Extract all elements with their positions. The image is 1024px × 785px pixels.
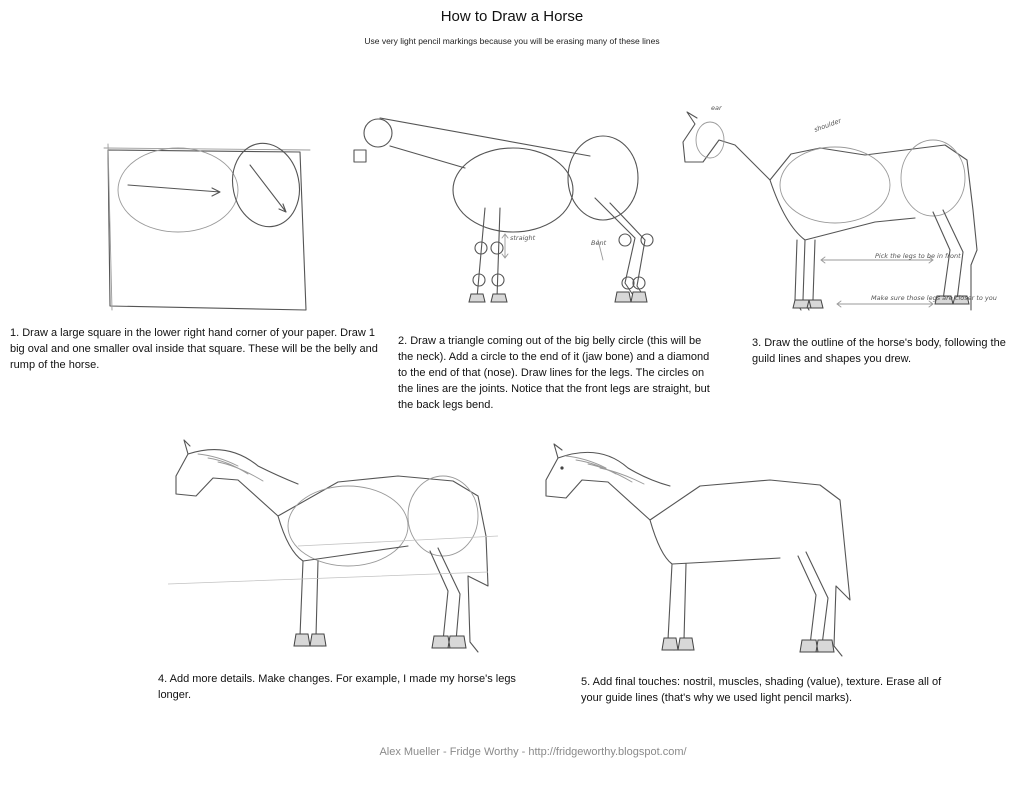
annotation-straight: straight [510, 234, 536, 242]
page-title: How to Draw a Horse [440, 8, 584, 25]
step-2-drawing [345, 108, 665, 308]
step-1-drawing [100, 130, 320, 310]
step-3-caption: 3. Draw the outline of the horse's body, following the guild lines and shapes you drew. [752, 337, 1006, 365]
annotation-bent: Bent [591, 239, 607, 247]
step-3-drawing [675, 100, 995, 320]
annotation-shoulder: shoulder [812, 116, 843, 134]
step-4-drawing [168, 436, 498, 666]
annotation-pick-legs: Pick the legs to be in front [875, 252, 961, 260]
step-2-caption: 2. Draw a triangle coming out of the big belly circle (this will be the neck). Add a circle to the end of it (jaw bone) and a diamond to the end of that (nose). Draw lines for the legs. The circles on the lines are the joints. Notice that the front legs are straight, but the back legs bend. [398, 335, 710, 411]
step-4-caption: 4. Add more details. Make changes. For example, I made my horse's legs longer. [158, 673, 516, 701]
step-1-caption: 1. Draw a large square in the lower right hand corner of your paper. Draw 1 big oval and one smaller oval inside that square. These will be the belly and rump of the horse. [10, 327, 378, 371]
annotation-closer: Make sure those legs are closer to you [871, 294, 997, 302]
step-5-caption: 5. Add final touches: nostril, muscles, shading (value), texture. Erase all of your guide lines (that's why we used light pencil marks). [581, 676, 942, 704]
step-5-drawing [540, 440, 860, 670]
footer-credit: Alex Mueller - Fridge Worthy - http://fridgeworthy.blogspot.com/ [379, 746, 687, 758]
page-subtitle: Use very light pencil markings because you will be erasing many of these lines [364, 36, 660, 46]
annotation-ear: ear [711, 104, 722, 112]
